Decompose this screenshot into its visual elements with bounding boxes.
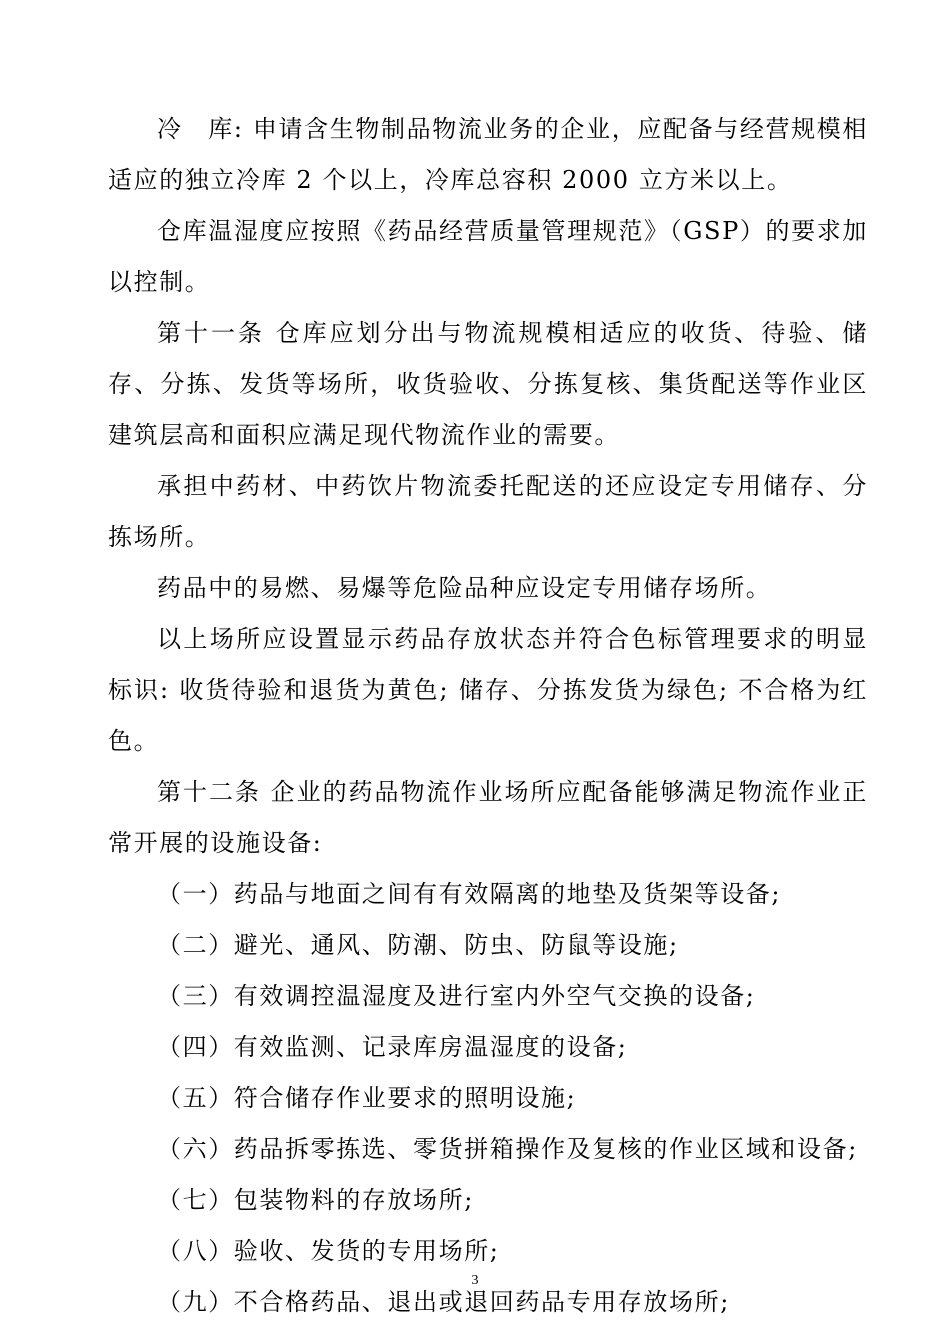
- list-item: （七）包装物料的存放场所;: [157, 1186, 474, 1214]
- page-number: 3: [471, 1273, 479, 1288]
- list-item: （五）符合储存作业要求的照明设施;: [157, 1084, 577, 1112]
- list-item: （一）药品与地面之间有有效隔离的地垫及货架等设备;: [157, 880, 782, 908]
- list-item: （八）验收、发货的专用场所;: [157, 1237, 500, 1265]
- list-item: （二）避光、通风、防潮、防虫、防鼠等设施;: [157, 931, 679, 959]
- list-item: （四）有效监测、记录库房温湿度的设备;: [157, 1033, 628, 1061]
- paragraph-cold-storage: 冷 库: 申请含生物制品物流业务的企业，应配备与经营规模相适应的独立冷库 2 个以上，冷库总容积 2000 立方米以上。: [108, 115, 868, 194]
- paragraph-article-11: 第十一条 仓库应划分出与物流规模相适应的收货、待验、储存、分拣、发货等场所，收货验收、分拣复核、集货配送等作业区建筑层高和面积应满足现代物流作业的需要。: [108, 319, 868, 449]
- document-body: [108, 104, 868, 1328]
- paragraph-article-12: 第十二条 企业的药品物流作业场所应配备能够满足物流作业正常开展的设施设备:: [108, 778, 868, 857]
- list-item: （三）有效调控温湿度及进行室内外空气交换的设备;: [157, 982, 756, 1010]
- paragraph-hazardous-storage: 药品中的易燃、易爆等危险品种应设定专用储存场所。: [157, 574, 772, 602]
- paragraph-warehouse-humidity: 仓库温湿度应按照《药品经营质量管理规范》（GSP）的要求加以控制。: [108, 217, 868, 296]
- list-item: （九）不合格药品、退出或退回药品专用存放场所;: [157, 1288, 730, 1316]
- list-item: （六）药品拆零拣选、零货拼箱操作及复核的作业区域和设备;: [157, 1135, 858, 1163]
- paragraph-color-labels: 以上场所应设置显示药品存放状态并符合色标管理要求的明显标识: 收货待验和退货为黄色; 储存、分拣发货为绿色; 不合格为红色。: [108, 625, 868, 755]
- paragraph-chinese-medicine-storage: 承担中药材、中药饮片物流委托配送的还应设定专用储存、分拣场所。: [108, 472, 868, 551]
